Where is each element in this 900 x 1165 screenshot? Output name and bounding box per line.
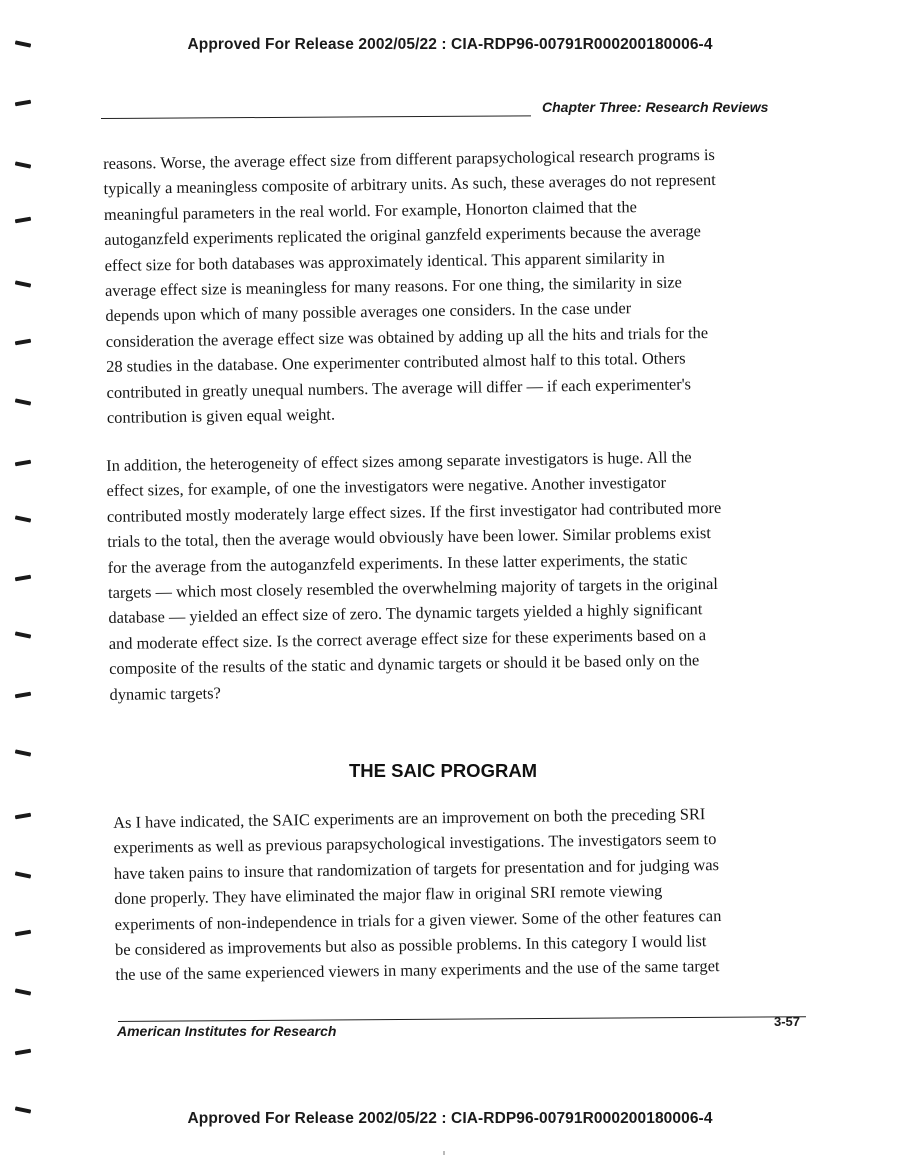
footer-organization: American Institutes for Research: [117, 1023, 337, 1039]
text-line: meaningful parameters in the real world. For example, Honorton claimed that the: [103, 196, 638, 224]
paragraph-1: [103, 141, 807, 431]
text-line: targets — which most closely resembled the overwhelming majority of targets in the original: [107, 573, 718, 603]
text-line: and moderate effect size. Is the correct average effect size for these experiments based on a: [108, 624, 707, 653]
text-line: dynamic targets?: [109, 682, 221, 704]
text-line: consideration the average effect size was obtained by adding up all the hits and trials for the: [105, 322, 709, 351]
binder-hole-mark: [15, 1049, 31, 1056]
footer-rule: [118, 1016, 806, 1022]
text-line: database — yielded an effect size of zero. The dynamic targets yielded a highly significant: [108, 599, 703, 628]
binder-hole-mark: [15, 749, 31, 756]
binder-hole-mark: [15, 988, 31, 995]
binder-hole-mark: [15, 398, 31, 405]
text-line: average effect size is meaningless for many reasons. For one thing, the similarity in size: [104, 272, 682, 301]
text-line: trials to the total, then the average would obviously have been lower. Similar problems exist: [107, 523, 711, 552]
binder-hole-mark: [15, 100, 31, 107]
text-line: effect size for both databases was approximately identical. This apparent similarity in: [104, 247, 665, 275]
binder-hole-mark: [15, 339, 31, 346]
binder-hole-mark: [15, 930, 31, 937]
text-line: autoganzfeld experiments replicated the original ganzfeld experiments because the average: [104, 221, 702, 250]
text-line: for the average from the autoganzfeld experiments. In these latter experiments, the static: [107, 549, 688, 577]
text-line: typically a meaningless composite of arbitrary units. As such, these averages do not represent: [103, 170, 716, 199]
paragraph-3: [113, 800, 816, 988]
text-line: contributed mostly moderately large effect sizes. If the first investigator had contributed more: [106, 497, 722, 526]
binder-hole-mark: [15, 692, 31, 699]
binder-hole-mark: [15, 280, 31, 287]
binder-hole-mark: [15, 631, 31, 638]
text-line: 28 studies in the database. One experimenter contributed almost half to this total. Others: [106, 348, 686, 377]
text-line: In addition, the heterogeneity of effect sizes among separate investigators is huge. All the: [106, 447, 692, 475]
text-line: done properly. They have eliminated the major flaw in original SRI remote viewing: [114, 881, 663, 909]
text-line: composite of the results of the static and dynamic targets or should it be based only on the: [109, 650, 700, 679]
text-line: the use of the same experienced viewers in many experiments and the use of the same target: [115, 956, 720, 985]
text-line: contributed in greatly unequal numbers. The average will differ — if each experimenter's: [106, 373, 692, 402]
text-line: be considered as improvements but also as possible problems. In this category I would list: [114, 931, 707, 960]
chapter-header: Chapter Three: Research Reviews: [542, 99, 769, 115]
binder-hole-mark: [15, 575, 31, 582]
page-number: 3-57: [774, 1014, 801, 1029]
binder-hole-mark: [15, 871, 31, 878]
paragraph-2: [106, 443, 810, 707]
text-line: experiments of non-independence in trials for a given viewer. Some of the other features can: [114, 905, 722, 934]
header-rule: [101, 115, 531, 119]
binder-hole-mark: [15, 813, 31, 820]
scan-speck: [443, 1151, 445, 1155]
text-line: depends upon which of many possible averages one considers. In the case under: [105, 298, 632, 326]
binder-hole-mark: [15, 161, 31, 168]
binder-hole-mark: [15, 515, 31, 522]
text-line: effect sizes, for example, of one the investigators were negative. Another investigator: [106, 473, 667, 501]
text-line: As I have indicated, the SAIC experiments are an improvement on both the preceding SRI: [113, 804, 706, 832]
text-line: experiments as well as previous parapsychological investigations. The investigators seem to: [113, 829, 717, 858]
text-line: have taken pains to insure that randomization of targets for presentation and for judging was: [113, 854, 720, 883]
binder-hole-mark: [15, 217, 31, 224]
release-stamp-top: Approved For Release 2002/05/22 : CIA-RDP96-00791R000200180006-4: [187, 36, 713, 53]
release-stamp-bottom: Approved For Release 2002/05/22 : CIA-RDP96-00791R000200180006-4: [187, 1110, 713, 1127]
text-line: reasons. Worse, the average effect size from different parapsychological research programs is: [103, 144, 715, 173]
binder-hole-mark: [15, 460, 31, 467]
section-heading: THE SAIC PROGRAM: [349, 760, 538, 781]
text-line: contribution is given equal weight.: [106, 404, 336, 428]
